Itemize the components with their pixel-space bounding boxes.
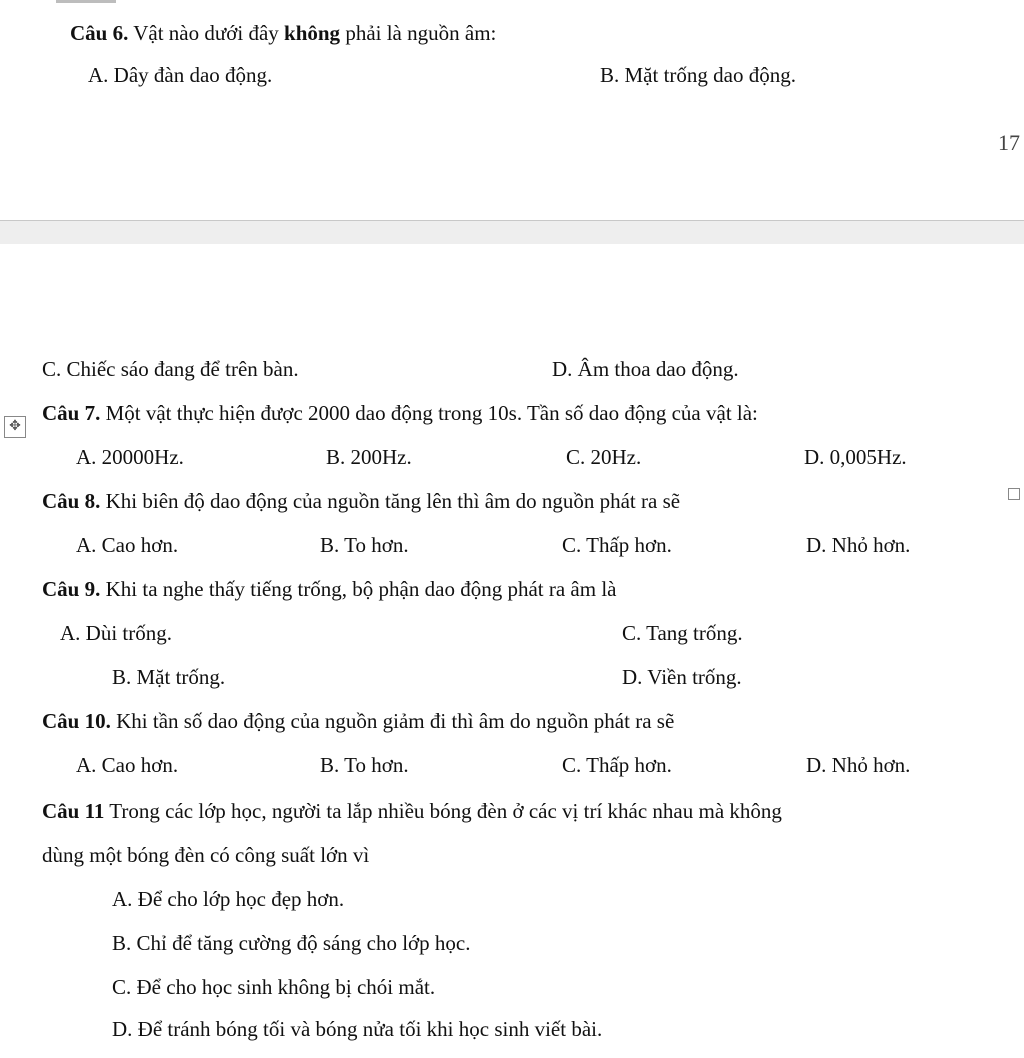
question-7-option-c: C. 20Hz. [566,445,642,469]
question-7-option-d: D. 0,005Hz. [804,445,907,469]
question-6-option-d: D. Âm thoa dao động. [552,357,739,381]
question-9-option-b: B. Mặt trống. [112,665,226,689]
question-6-option-c: C. Chiếc sáo đang để trên bàn. [42,357,299,381]
document-page-top [0,0,1024,220]
question-11-option-a: A. Để cho lớp học đẹp hơn. [112,887,345,911]
question-6-option-b: B. Mặt trống dao động. [600,63,796,87]
question-11-option-b: B. Chỉ để tăng cường độ sáng cho lớp học. [112,931,471,955]
question-7-option-b: B. 200Hz. [326,445,412,469]
question-9-option-c: C. Tang trống. [622,621,743,645]
question-9-option-a: A. Dùi trống. [60,621,172,645]
page-break [0,220,1024,246]
question-8-option-a: A. Cao hơn. [76,533,179,557]
question-8-option-d: D. Nhỏ hơn. [806,533,911,557]
question-10-option-d: D. Nhỏ hơn. [806,753,911,777]
question-7-stem: Câu 7. Một vật thực hiện được 2000 dao động trong 10s. Tần số dao động của vật là: [42,401,758,425]
question-10-option-b: B. To hơn. [320,753,409,777]
question-8-stem: Câu 8. Khi biên độ dao động của nguồn tăng lên thì âm do nguồn phát ra sẽ [42,489,681,513]
question-10-option-c: C. Thấp hơn. [562,753,672,777]
question-10-stem: Câu 10. Khi tần số dao động của nguồn giảm đi thì âm do nguồn phát ra sẽ [42,709,675,733]
question-11-stem-line-1: Câu 11 Trong các lớp học, người ta lắp nhiều bóng đèn ở các vị trí khác nhau mà không [42,799,782,823]
question-6-option-a: A. Dây đàn dao động. [88,63,273,87]
question-8-option-c: C. Thấp hơn. [562,533,672,557]
question-6-stem: Câu 6. Vật nào dưới đây không phải là nguồn âm: [70,21,497,45]
table-move-handle-icon[interactable]: ✥ [4,416,26,438]
question-11-option-c: C. Để cho học sinh không bị chói mắt. [112,975,436,999]
page-number: 17 [998,130,1020,155]
question-8-option-b: B. To hơn. [320,533,409,557]
question-9-option-d: D. Viền trống. [622,665,742,689]
question-9-stem: Câu 9. Khi ta nghe thấy tiếng trống, bộ phận dao động phát ra âm là [42,577,617,601]
table-resize-handle-icon[interactable] [1008,488,1020,500]
question-11-option-d: D. Để tránh bóng tối và bóng nửa tối khi học sinh viết bài. [112,1017,603,1041]
question-7-option-a: A. 20000Hz. [76,445,184,469]
page-edge-marker [56,0,116,3]
question-11-stem-line-2: dùng một bóng đèn có công suất lớn vì [42,843,370,867]
question-10-option-a: A. Cao hơn. [76,753,179,777]
